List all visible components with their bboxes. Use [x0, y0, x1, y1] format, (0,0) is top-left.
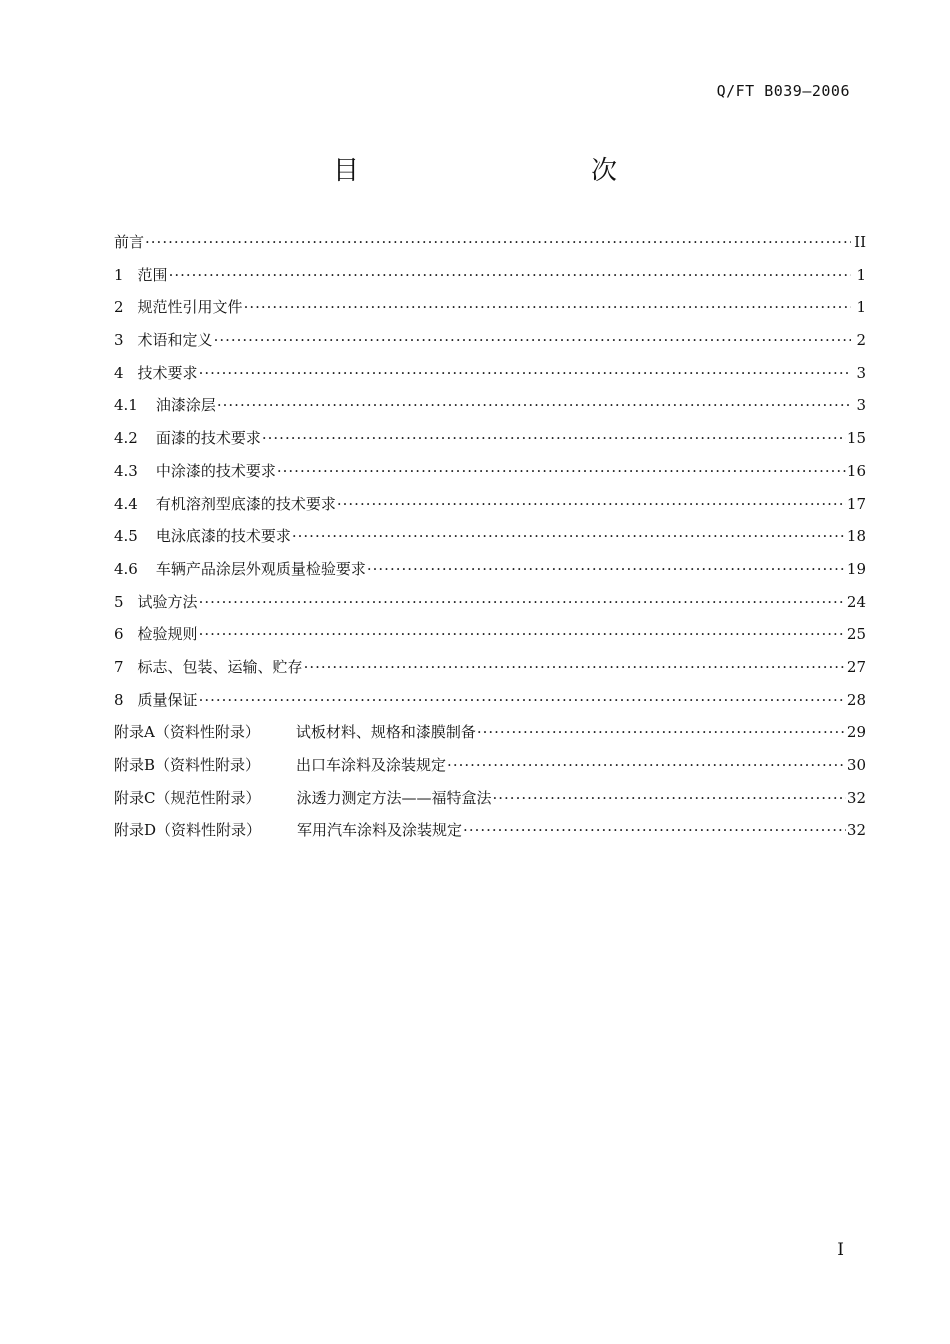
toc-entry-number: 4.1 — [114, 396, 138, 415]
toc-leader-dots — [463, 814, 846, 847]
page-number: I — [837, 1240, 844, 1260]
toc-entry-appendix-a[interactable] — [114, 716, 866, 749]
toc-entry-number: 4.2 — [114, 429, 138, 448]
toc-entry-number: 8 — [114, 690, 124, 709]
toc-entry-appendix-b[interactable] — [114, 749, 866, 782]
toc-entry-4-1[interactable] — [114, 389, 866, 422]
toc-entry-page: 32 — [846, 788, 866, 807]
toc-entry-number: 6 — [114, 625, 124, 644]
toc-entry-label: 检验规则 — [137, 625, 198, 644]
toc-entry-page: 3 — [856, 363, 866, 382]
toc-entry-label: 试板材料、规格和漆膜制备 — [295, 723, 476, 742]
toc-entry-page: 32 — [846, 821, 866, 840]
table-of-contents — [114, 226, 866, 847]
toc-entry-label: 规范性引用文件 — [137, 298, 243, 317]
toc-entry-6[interactable] — [114, 618, 866, 651]
toc-entry-4-5[interactable] — [114, 520, 866, 553]
toc-entry-number: 5 — [114, 592, 124, 611]
toc-entry-number: 附录B（资料性附录） — [114, 756, 261, 774]
toc-entry-number: 3 — [114, 331, 124, 350]
toc-entry-3[interactable] — [114, 324, 866, 357]
toc-entry-4-6[interactable] — [114, 553, 866, 586]
toc-entry-label: 面漆的技术要求 — [155, 429, 261, 448]
toc-leader-dots — [217, 389, 851, 422]
toc-entry-label: 试验方法 — [137, 592, 198, 611]
toc-leader-dots — [244, 291, 851, 324]
toc-entry-label: 有机溶剂型底漆的技术要求 — [155, 494, 336, 513]
toc-leader-dots — [277, 455, 846, 488]
toc-leader-dots — [292, 520, 846, 553]
toc-leader-dots — [199, 586, 846, 619]
toc-entry-label: 电泳底漆的技术要求 — [155, 527, 291, 546]
toc-entry-4[interactable] — [114, 357, 866, 390]
toc-entry-label: 车辆产品涂层外观质量检验要求 — [155, 559, 366, 578]
toc-entry-number: 附录C（规范性附录） — [114, 788, 261, 807]
toc-entry-label: 油漆涂层 — [155, 396, 216, 415]
toc-entry-1[interactable] — [114, 259, 866, 292]
standard-code: Q/FT B039—2006 — [716, 82, 850, 100]
toc-entry-2[interactable] — [114, 291, 866, 324]
toc-entry-page: 18 — [846, 527, 866, 546]
toc-entry-4-2[interactable] — [114, 422, 866, 455]
page-title: 目 次 — [332, 156, 677, 186]
toc-entry-number: 7 — [114, 657, 124, 676]
toc-entry-number: 4.3 — [114, 461, 138, 480]
toc-entry-label: 前言 — [114, 233, 145, 251]
toc-entry-page: 3 — [856, 396, 866, 415]
toc-entry-page: 16 — [846, 461, 866, 480]
toc-entry-number: 附录D（资料性附录） — [114, 821, 262, 840]
toc-entry-8[interactable] — [114, 684, 866, 717]
toc-entry-label: 泳透力测定方法——福特盒法 — [296, 788, 492, 807]
toc-leader-dots — [493, 782, 846, 815]
toc-entry-page: 24 — [846, 592, 866, 611]
toc-entry-page: 29 — [846, 723, 866, 742]
toc-entry-page: 17 — [846, 494, 866, 513]
toc-entry-page: 28 — [846, 690, 866, 709]
toc-leader-dots — [447, 749, 846, 782]
toc-entry-number: 1 — [114, 265, 124, 284]
toc-entry-number: 附录A（资料性附录） — [114, 723, 260, 742]
toc-entry-label: 质量保证 — [137, 690, 198, 709]
toc-entry-label: 技术要求 — [137, 363, 198, 382]
toc-leader-dots — [477, 716, 846, 749]
toc-leader-dots — [214, 324, 851, 357]
toc-entry-page: 15 — [846, 429, 866, 448]
toc-entry-number: 4.5 — [114, 527, 138, 546]
toc-entry-4-4[interactable] — [114, 488, 866, 521]
toc-entry-page: II — [854, 233, 866, 251]
toc-entry-label: 中涂漆的技术要求 — [155, 461, 276, 480]
toc-entry-page: 30 — [846, 756, 866, 774]
toc-leader-dots — [367, 553, 846, 586]
toc-leader-dots — [145, 226, 851, 259]
toc-entry-label: 范围 — [137, 265, 168, 284]
toc-leader-dots — [199, 684, 846, 717]
toc-entry-page: 1 — [856, 265, 866, 284]
toc-entry-foreword[interactable] — [114, 226, 866, 259]
toc-leader-dots — [199, 357, 851, 390]
toc-entry-number: 2 — [114, 298, 124, 317]
toc-entry-number: 4 — [114, 363, 124, 382]
toc-leader-dots — [337, 488, 846, 521]
toc-entry-page: 27 — [846, 657, 866, 676]
toc-entry-label: 军用汽车涂料及涂装规定 — [297, 821, 463, 840]
toc-entry-4-3[interactable] — [114, 455, 866, 488]
toc-entry-page: 19 — [846, 559, 866, 578]
toc-entry-page: 25 — [846, 625, 866, 644]
toc-entry-5[interactable] — [114, 586, 866, 619]
toc-entry-7[interactable] — [114, 651, 866, 684]
toc-entry-appendix-d[interactable] — [114, 814, 866, 847]
toc-entry-number: 4.6 — [114, 559, 138, 578]
toc-entry-number: 4.4 — [114, 494, 138, 513]
toc-entry-appendix-c[interactable] — [114, 782, 866, 815]
toc-entry-label: 标志、包装、运输、贮存 — [137, 657, 303, 676]
toc-leader-dots — [262, 422, 846, 455]
toc-entry-label: 术语和定义 — [137, 331, 213, 350]
toc-entry-page: 2 — [856, 331, 866, 350]
toc-entry-page: 1 — [856, 298, 866, 317]
toc-entry-label: 出口车涂料及涂装规定 — [296, 756, 447, 774]
toc-leader-dots — [304, 651, 846, 684]
toc-leader-dots — [169, 259, 851, 292]
toc-leader-dots — [199, 618, 846, 651]
